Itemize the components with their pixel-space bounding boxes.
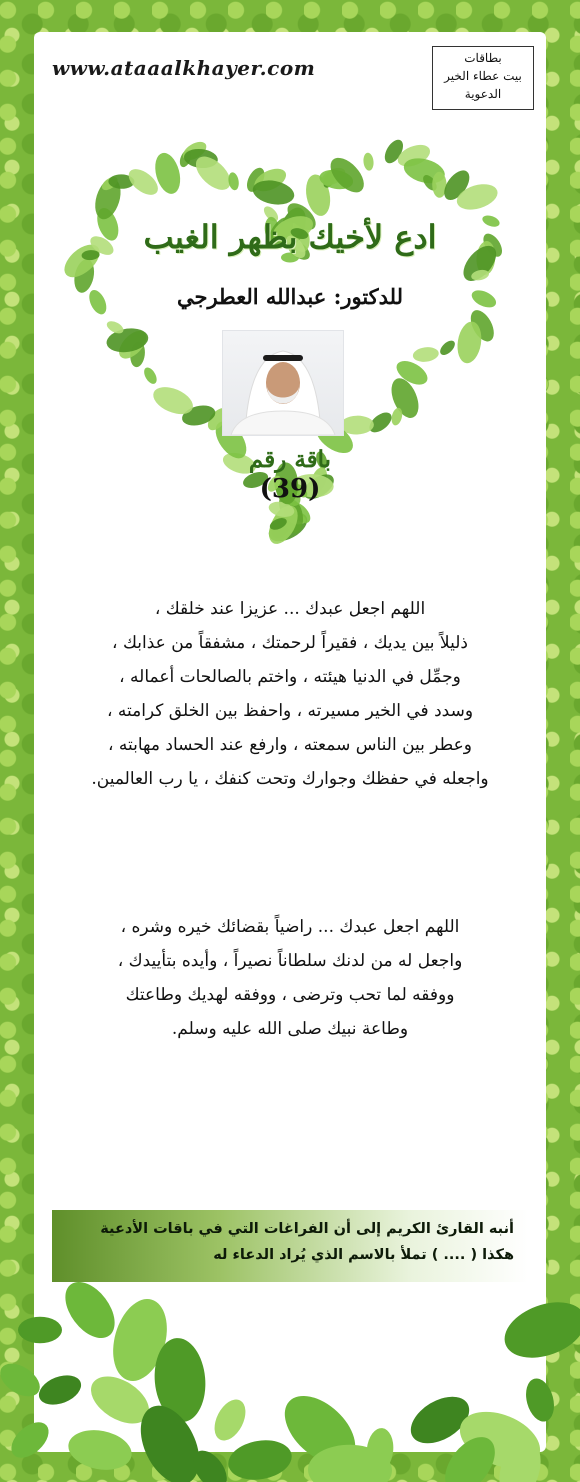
notice-line: هكذا ( .... ) تملأ بالاسم الذي يُراد الدعاء له [213, 1247, 514, 1263]
dua-line: ووفقه لما تحب وترضى ، ووفقه لهديك وطاعتك [125, 985, 455, 1005]
plant-leaf-icon [35, 1370, 86, 1410]
stamp-line: بيت عطاء الخير [444, 69, 522, 83]
dua-line: اللهم اجعل عبدك ... عزيزا عند خلقك ، [154, 599, 426, 619]
stamp-line: الدعوية [464, 87, 502, 101]
author-photo [222, 330, 344, 436]
leaf-icon [438, 338, 458, 358]
leaf-icon [412, 346, 440, 363]
package-number: (39) [259, 474, 321, 504]
dua-line: اللهم اجعل عبدك ... راضياً بقضائك خيره وشره ، [120, 917, 460, 937]
dua-paragraph-1 [48, 592, 532, 796]
plant-leaf-icon [5, 1415, 55, 1464]
plant-leaf-icon [0, 1357, 46, 1403]
dua-line: وطاعة نبيك صلى الله عليه وسلم. [171, 1019, 409, 1039]
dua-line: وسدد في الخير مسيرته ، واحفظ بين الخلق كرامته ، [106, 701, 474, 721]
plant-leaf-icon [497, 1292, 580, 1368]
card-title: ادع لأخيك بظهر الغيب [143, 218, 437, 256]
dua-line: ذليلاً بين يديك ، فقيراً لرحمتك ، مشفقاً من عذابك ، [112, 633, 468, 653]
package-label: باقة رقم [248, 446, 332, 473]
leaf-icon [227, 172, 240, 191]
plant-leaf-icon [55, 1273, 124, 1347]
plant-leaf-icon [522, 1375, 559, 1424]
plants-decoration-icon [0, 1270, 580, 1482]
plant-leaf-icon [208, 1394, 251, 1445]
leaf-icon [142, 365, 160, 386]
dua-line: وعطر بين الناس سمعته ، وارفع عند الحساد مهابته ، [108, 735, 472, 755]
notice-line: أنبه القارئ الكريم إلى أن الفراغات التي في باقات الأدعية [100, 1221, 514, 1237]
dua-line: واجعل له من لدنك سلطاناً نصيراً ، وأيده بتأييدك ، [117, 951, 463, 971]
dua-paragraph-2 [48, 910, 532, 1046]
dua-line: وجمِّل في الدنيا هيئته ، واختم بالصالحات أعماله ، [119, 667, 461, 687]
plant-leaf-icon [225, 1436, 295, 1482]
stamp-line: بطاقات [464, 51, 502, 65]
dua-line: واجعله في حفظك وجوارك وتحت كنفك ، يا رب العالمين. [91, 769, 489, 789]
author-name: للدكتور: عبدالله العطرجي [176, 284, 404, 309]
leaf-icon [363, 152, 375, 171]
plant-leaf-icon [18, 1317, 62, 1343]
website-url: www.ataaalkhayer.com [52, 56, 316, 80]
plant-leaf-icon [65, 1425, 135, 1475]
